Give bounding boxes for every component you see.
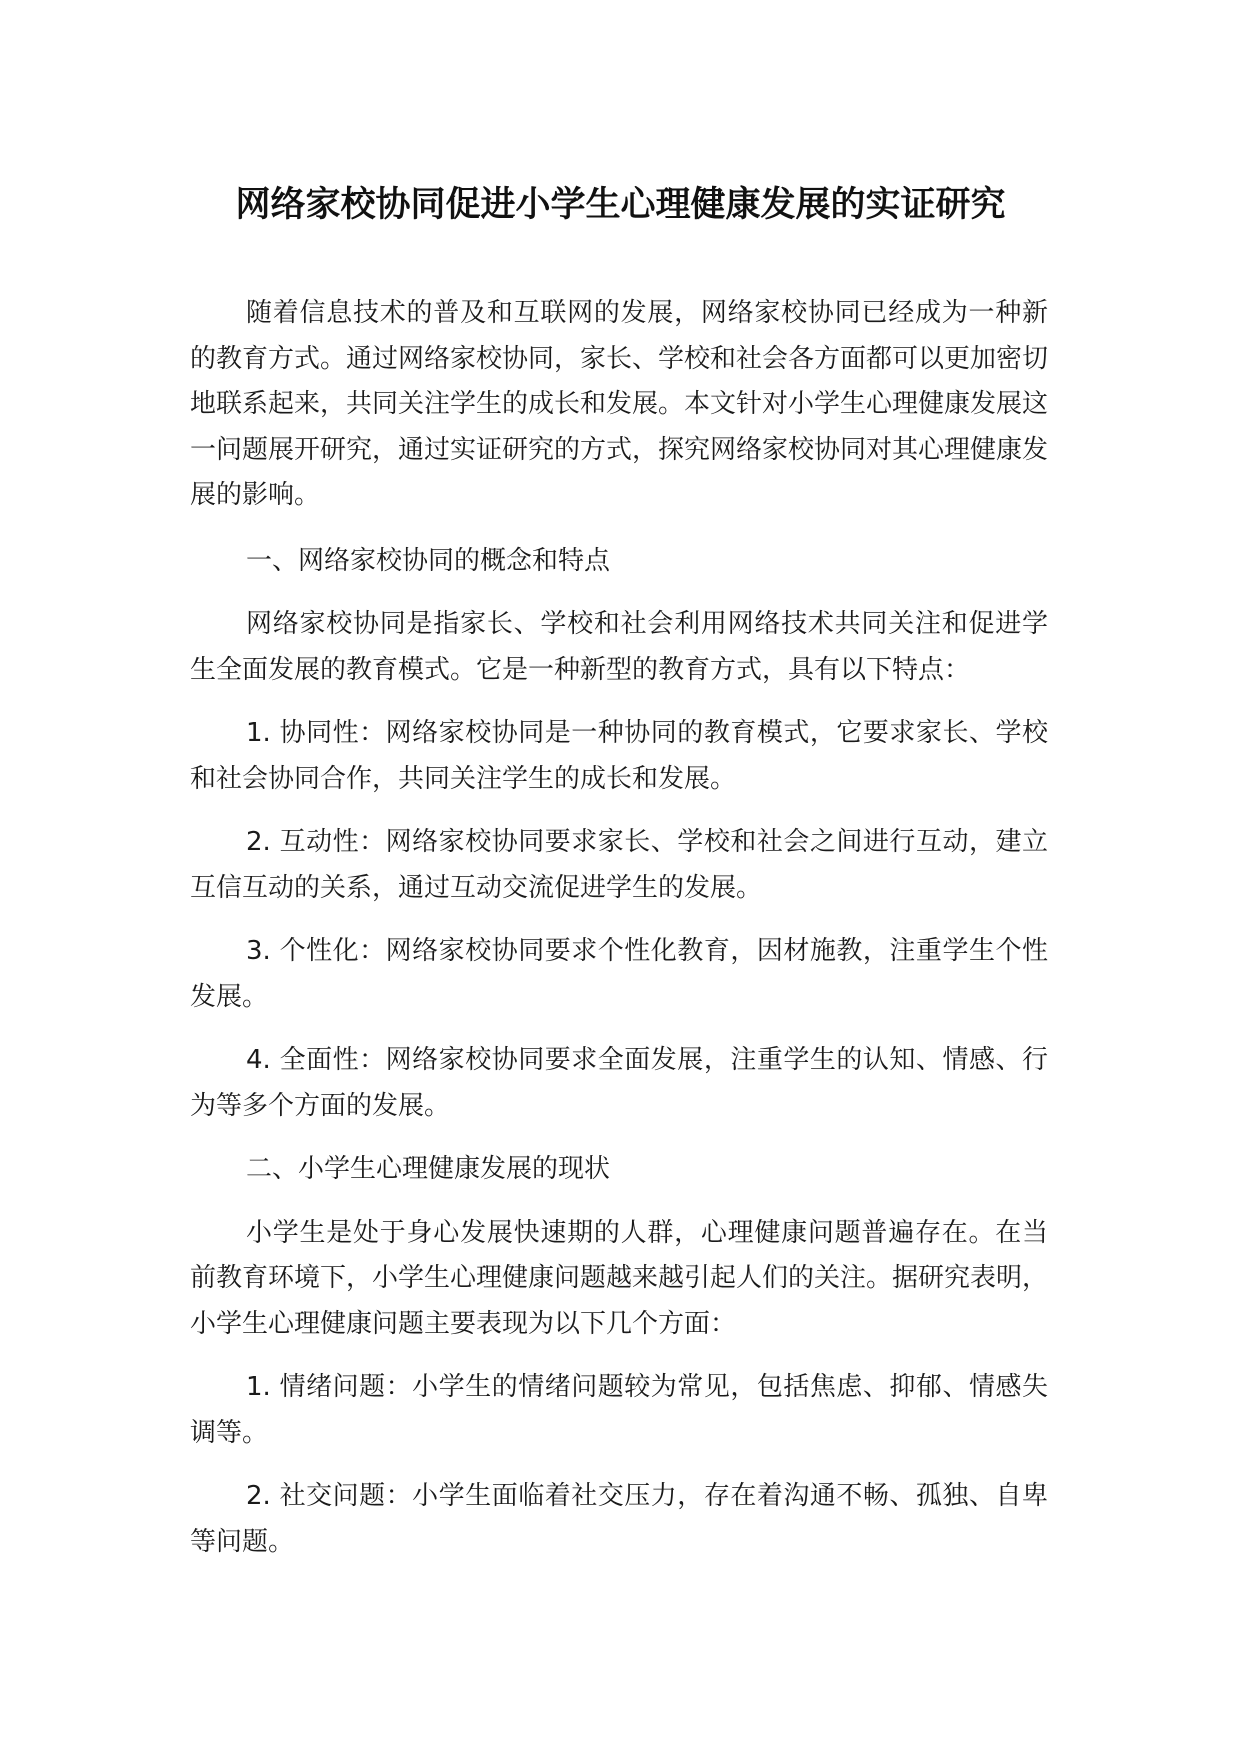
feature-item-4: 4. 全面性：网络家校协同要求全面发展，注重学生的认知、情感、行为等多个方面的发展。 bbox=[190, 1045, 1048, 1121]
problem-item-2: 2. 社交问题：小学生面临着社交压力，存在着沟通不畅、孤独、自卑等问题。 bbox=[190, 1481, 1048, 1557]
feature-item-1: 1. 协同性：网络家校协同是一种协同的教育模式，它要求家长、学校和社会协同合作，共同关注学生的成长和发展。 bbox=[190, 718, 1048, 794]
feature-item-2: 2. 互动性：网络家校协同要求家长、学校和社会之间进行互动，建立互信互动的关系，通过互动交流促进学生的发展。 bbox=[190, 827, 1048, 903]
intro-paragraph: 随着信息技术的普及和互联网的发展，网络家校协同已经成为一种新的教育方式。通过网络家校协同，家长、学校和社会各方面都可以更加密切地联系起来，共同关注学生的成长和发展。本文针对小学生心理健康发展这一问题展开研究，通过实证研究的方式，探究网络家校协同对其心理健康发展的影响。 bbox=[190, 298, 1049, 510]
document-body bbox=[190, 291, 1048, 1565]
document-title: 网络家校协同促进小学生心理健康发展的实证研究 bbox=[235, 185, 1006, 225]
section-heading-1: 一、网络家校协同的概念和特点 bbox=[246, 545, 611, 576]
definition-paragraph: 网络家校协同是指家长、学校和社会利用网络技术共同关注和促进学生全面发展的教育模式。它是一种新型的教育方式，具有以下特点： bbox=[190, 609, 1048, 685]
feature-item-3: 3. 个性化：网络家校协同要求个性化教育，因材施教，注重学生个性发展。 bbox=[190, 936, 1048, 1012]
status-paragraph: 小学生是处于身心发展快速期的人群，心理健康问题普遍存在。在当前教育环境下，小学生心理健康问题越来越引起人们的关注。据研究表明，小学生心理健康问题主要表现为以下几个方面： bbox=[190, 1217, 1049, 1339]
section-heading-2: 二、小学生心理健康发展的现状 bbox=[246, 1154, 611, 1184]
problem-item-1: 1. 情绪问题：小学生的情绪问题较为常见，包括焦虑、抑郁、情感失调等。 bbox=[190, 1372, 1048, 1448]
